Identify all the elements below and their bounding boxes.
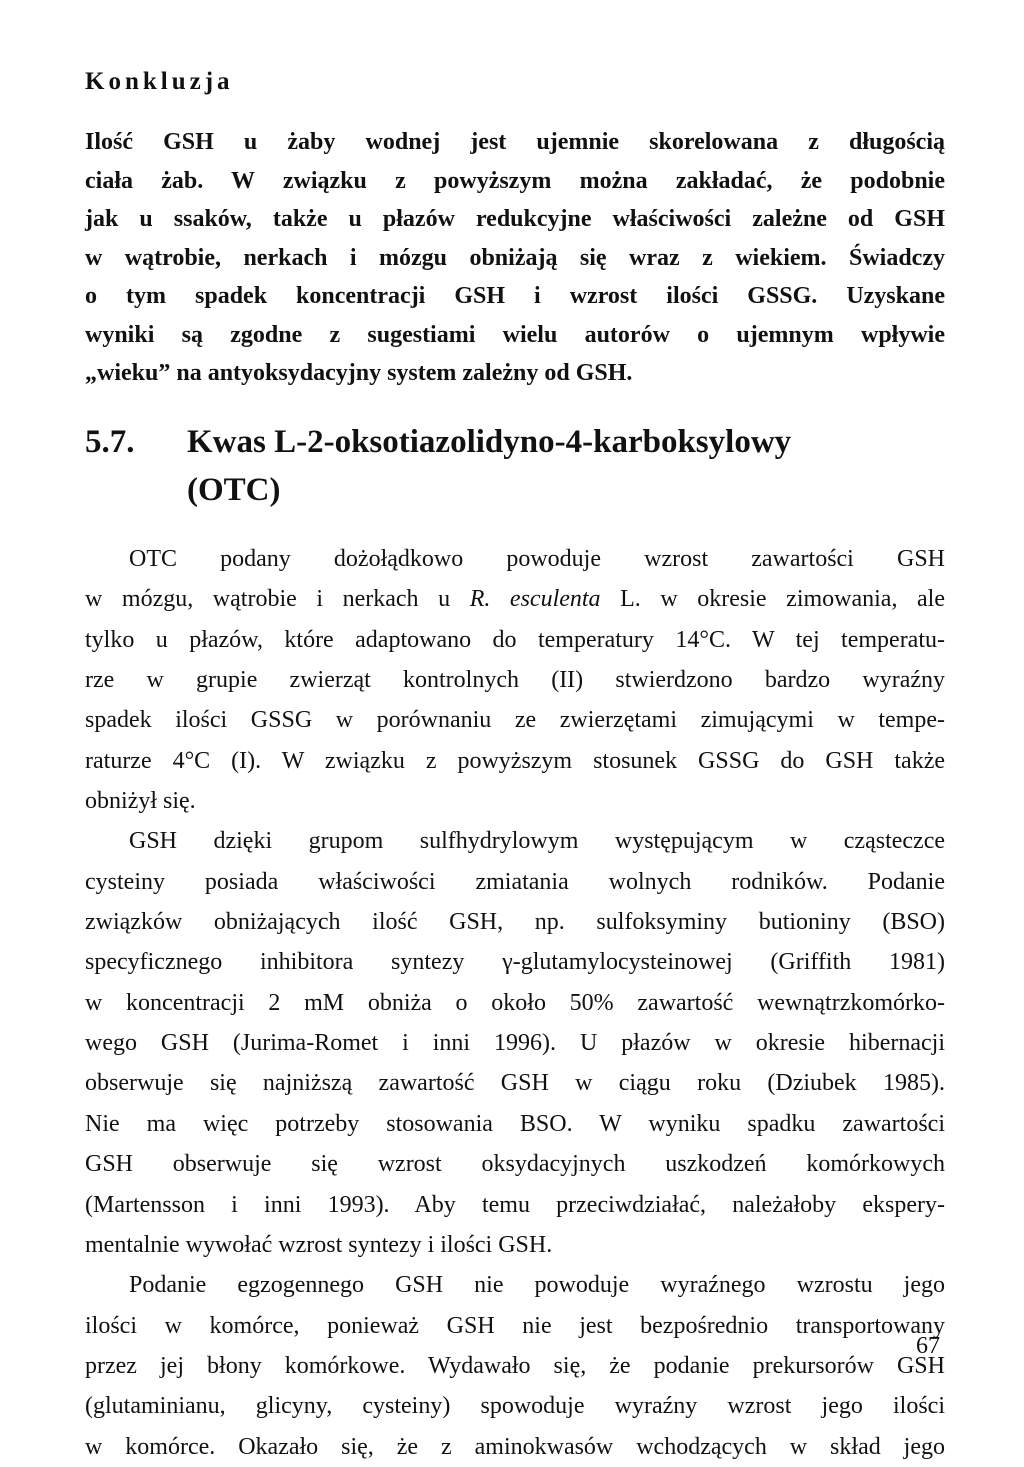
text-line: obniżył się.: [85, 788, 196, 815]
text-line: wyniki są zgodne z sugestiami wielu autorów o ujemnym wpływie: [85, 321, 945, 348]
text-line: mentalnie wywołać wzrost syntezy i ilości GSH.: [85, 1231, 553, 1258]
conclusion-paragraph: [85, 123, 945, 393]
text-line: „wieku” na antyoksydacyjny system zależny od GSH.: [85, 360, 633, 386]
text-line: raturze 4°C (I). W związku z powyższym stosunek GSSG do GSH także: [85, 747, 945, 774]
section-number: 5.7.: [85, 424, 135, 460]
text-line: specyficznego inhibitora syntezy γ-glutamylocysteinowej (Griffith 1981): [85, 949, 945, 976]
page-number: 67: [916, 1333, 940, 1359]
section-title-line: (OTC): [187, 472, 281, 508]
text-line: GSH obserwuje się wzrost oksydacyjnych uszkodzeń komórkowych: [85, 1151, 945, 1178]
section-title: [85, 418, 791, 514]
document-page: [85, 0, 946, 1460]
text-line: ciała żab. W związku z powyższym można zakładać, że podobnie: [85, 167, 945, 194]
text-line: GSH dzięki grupom sulfhydrylowym występującym w cząsteczce: [129, 828, 945, 855]
text-line: jak u ssaków, także u płazów redukcyjne właściwości zależne od GSH: [85, 206, 945, 232]
text-line: ilości w komórce, ponieważ GSH nie jest bezpośrednio transportowany: [85, 1312, 945, 1339]
section-title-line: Kwas L-2-oksotiazolidyno-4-karboksylowy: [187, 424, 792, 460]
text-line: o tym spadek koncentracji GSH i wzrost ilości GSSG. Uzyskane: [85, 283, 945, 309]
text-line: (Martensson i inni 1993). Aby temu przeciwdziałać, należałoby ekspery-: [85, 1191, 945, 1218]
conclusion-heading: Konkluzja: [85, 68, 234, 95]
text-line: tylko u płazów, które adaptowano do temperatury 14°C. W tej temperatu-: [85, 626, 945, 653]
text-line: cysteiny posiada właściwości zmiatania wolnych rodników. Podanie: [85, 868, 945, 895]
text-line: w mózgu, wątrobie i nerkach u R. esculenta L. w okresie zimowania, ale: [85, 586, 946, 613]
text-line: OTC podany dożołądkowo powoduje wzrost zawartości GSH: [129, 546, 945, 572]
text-line: przez jej błony komórkowe. Wydawało się, że podanie prekursorów GSH: [85, 1352, 945, 1379]
text-line: w wątrobie, nerkach i mózgu obniżają się wraz z wiekiem. Świadczy: [85, 244, 945, 271]
text-line: Ilość GSH u żaby wodnej jest ujemnie skorelowana z długością: [85, 129, 945, 155]
text-line: w koncentracji 2 mM obniża o około 50% zawartość wewnątrzkomórko-: [85, 989, 945, 1016]
text-line: wego GSH (Jurima-Romet i inni 1996). U płazów w okresie hibernacji: [85, 1030, 945, 1057]
body-text: [85, 539, 945, 1467]
text-line: (glutaminianu, glicyny, cysteiny) spowoduje wyraźny wzrost jego ilości: [85, 1393, 945, 1420]
text-line: związków obniżających ilość GSH, np. sulfoksyminy butioniny (BSO): [85, 909, 945, 936]
text-line: Podanie egzogennego GSH nie powoduje wyraźnego wzrostu jego: [129, 1272, 945, 1299]
text-line: obserwuje się najniższą zawartość GSH w ciągu roku (Dziubek 1985).: [85, 1070, 945, 1097]
text-line: rze w grupie zwierząt kontrolnych (II) stwierdzono bardzo wyraźny: [85, 667, 945, 694]
text-line: w komórce. Okazało się, że z aminokwasów wchodzących w skład jego: [85, 1433, 945, 1460]
text-line: spadek ilości GSSG w porównaniu ze zwierzętami zimującymi w tempe-: [85, 707, 945, 734]
text-line: Nie ma więc potrzeby stosowania BSO. W wyniku spadku zawartości: [85, 1110, 945, 1137]
